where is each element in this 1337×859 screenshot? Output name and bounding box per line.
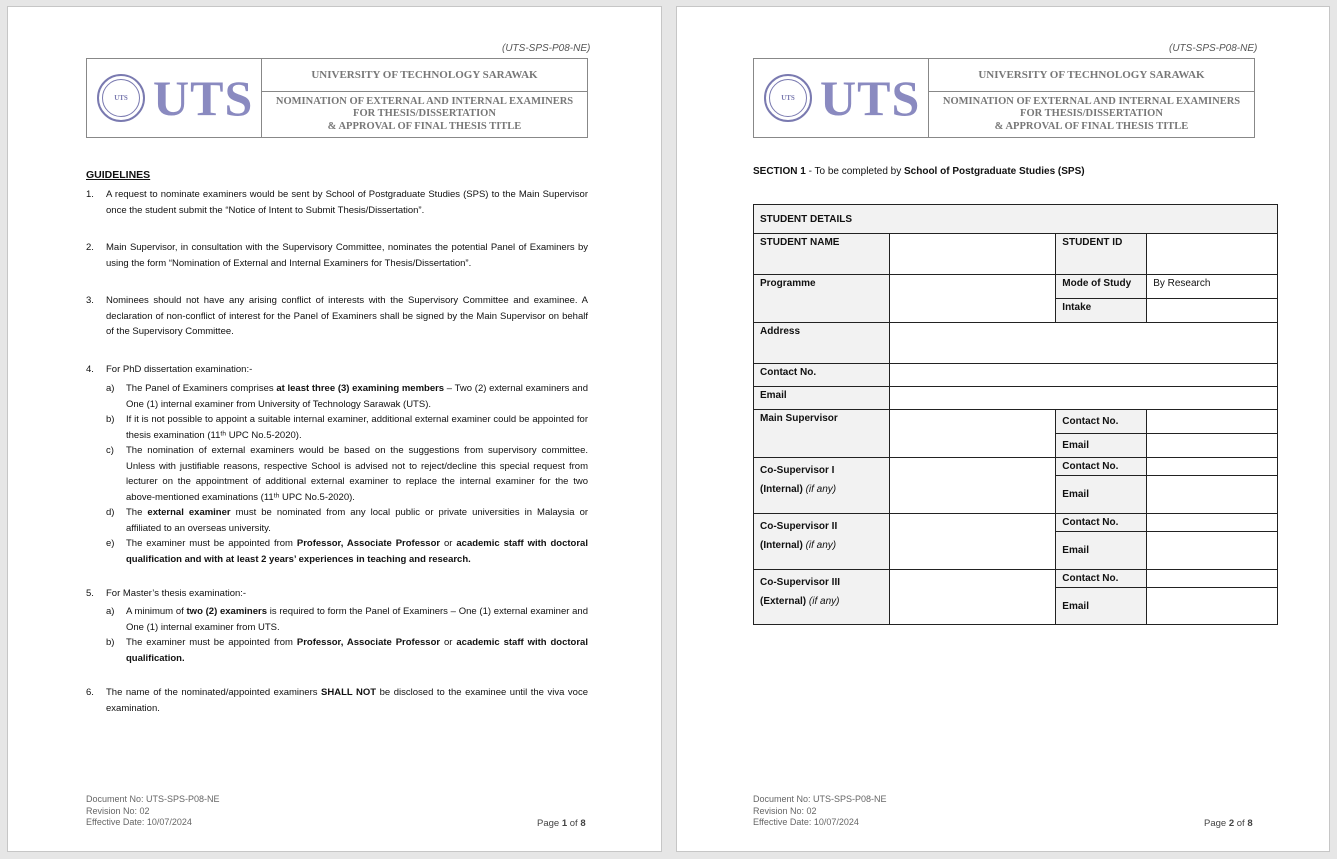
form-title: NOMINATION OF EXTERNAL AND INTERNAL EXAMINERS FOR THESIS/DISSERTATION & APPROVAL OF FINAL THESIS TITLE	[942, 95, 1241, 132]
guideline-subitem: b) The examiner must be appointed from Professor, Associate Professor or academic staff with doctoral qualification.	[106, 637, 588, 664]
address-label: Address	[754, 323, 890, 364]
programme-label: Programme	[754, 275, 890, 323]
student-id-label: STUDENT ID	[1056, 234, 1147, 275]
guideline-item: 2. Main Supervisor, in consultation with the Supervisory Committee, nominates the potential Panel of Examiners by using the form “Nomination of External and Internal Examiners for Thesis/Dissertation”.	[86, 242, 588, 269]
document-page-2	[676, 6, 1330, 852]
logo-wordmark: UTS	[820, 70, 921, 126]
co-supervisor-3-contact-field[interactable]	[1147, 570, 1278, 588]
email-field[interactable]	[889, 387, 1277, 410]
uts-logo	[87, 59, 262, 137]
co-supervisor-3-email-label: Email	[1056, 588, 1147, 625]
student-name-field[interactable]	[889, 234, 1056, 275]
guideline-subitem: c) The nomination of external examiners would be based on the suggestions from supervisory committee. Unless with justifiable reasons, respective School is advised not to reject/decline this special request from lecturer on the appointment of additional external examiner to replace the internal examiner for the two above-mentioned examinations (11ᵗʰ UPC No.5-2020).	[106, 445, 588, 503]
document-footer: Document No: UTS-SPS-P08-NE Revision No: 02 Effective Date: 10/07/2024	[86, 794, 220, 827]
co-supervisor-2-contact-field[interactable]	[1147, 514, 1278, 532]
document-code: (UTS-SPS-P08-NE)	[1169, 43, 1258, 54]
mode-of-study-value[interactable]: By Research	[1147, 275, 1278, 299]
co-supervisor-2-contact-label: Contact No.	[1056, 514, 1147, 532]
document-code: (UTS-SPS-P08-NE)	[502, 43, 591, 54]
co-supervisor-2-label: Co-Supervisor II (Internal) (if any)	[754, 514, 890, 570]
guideline-item: 5. For Master’s thesis examination:-	[86, 588, 247, 599]
guideline-item: 3. Nominees should not have any arising conflict of interests with the Supervisory Committee and examinee. A declaration of non-conflict of interest for the Panel of Examiners shall be signed by the Main Supervisor on behalf of the Supervisory Committee.	[86, 295, 588, 337]
university-seal-icon: UTS	[764, 74, 812, 122]
co-supervisor-3-email-field[interactable]	[1147, 588, 1278, 625]
student-id-field[interactable]	[1147, 234, 1278, 275]
logo-wordmark: UTS	[153, 70, 254, 126]
intake-label: Intake	[1056, 299, 1147, 323]
co-supervisor-2-field[interactable]	[889, 514, 1056, 570]
main-supervisor-label: Main Supervisor	[754, 410, 890, 458]
co-supervisor-1-field[interactable]	[889, 458, 1056, 514]
address-field[interactable]	[889, 323, 1277, 364]
page-number: Page 2 of 8	[1204, 818, 1253, 829]
student-name-label: STUDENT NAME	[754, 234, 890, 275]
co-supervisor-3-contact-label: Contact No.	[1056, 570, 1147, 588]
university-name: UNIVERSITY OF TECHNOLOGY SARAWAK	[262, 59, 587, 92]
form-title: NOMINATION OF EXTERNAL AND INTERNAL EXAMINERS FOR THESIS/DISSERTATION & APPROVAL OF FINAL THESIS TITLE	[275, 95, 574, 132]
guidelines-heading: GUIDELINES	[86, 169, 151, 181]
guideline-subitem: a) The Panel of Examiners comprises at least three (3) examining members – Two (2) external examiners and One (1) internal examiner from University of Technology Sarawak (UTS).	[106, 383, 589, 410]
guideline-subitem: b) If it is not possible to appoint a suitable internal examiner, additional external examiner could be appointed for thesis examination (11ᵗʰ UPC No.5-2020).	[106, 414, 588, 441]
co-supervisor-1-contact-label: Contact No.	[1056, 458, 1147, 476]
co-supervisor-2-email-field[interactable]	[1147, 532, 1278, 570]
co-supervisor-3-field[interactable]	[889, 570, 1056, 625]
guideline-item: 1. A request to nominate examiners would be sent by School of Postgraduate Studies (SPS) to the Main Supervisor once the student submit the “Notice of Intent to Submit Thesis/Dissertation”.	[86, 189, 588, 216]
document-page-1	[7, 6, 662, 852]
guideline-subitem: e) The examiner must be appointed from Professor, Associate Professor or academic staff with doctoral qualification and with at least 2 years’ experiences in teaching and research.	[106, 538, 588, 565]
co-supervisor-1-contact-field[interactable]	[1147, 458, 1278, 476]
form-header	[753, 58, 1255, 138]
main-supervisor-contact-field[interactable]	[1147, 410, 1278, 434]
contact-no-label: Contact No.	[754, 364, 890, 387]
co-supervisor-1-email-field[interactable]	[1147, 476, 1278, 514]
email-label: Email	[754, 387, 890, 410]
co-supervisor-1-email-label: Email	[1056, 476, 1147, 514]
co-supervisor-3-label: Co-Supervisor III (External) (if any)	[754, 570, 890, 625]
guideline-subitem: d) The external examiner must be nominated from any local public or private universities in Malaysia or affiliated to an overseas university.	[106, 507, 589, 534]
mode-of-study-label: Mode of Study	[1056, 275, 1147, 299]
main-supervisor-field[interactable]	[889, 410, 1056, 458]
intake-field[interactable]	[1147, 299, 1278, 323]
university-seal-icon: UTS	[97, 74, 145, 122]
page-number: Page 1 of 8	[537, 818, 586, 829]
section-heading: SECTION 1 - To be completed by School of Postgraduate Studies (SPS)	[753, 166, 1085, 177]
programme-field[interactable]	[889, 275, 1056, 323]
contact-no-field[interactable]	[889, 364, 1277, 387]
main-supervisor-email-label: Email	[1056, 434, 1147, 458]
main-supervisor-contact-label: Contact No.	[1056, 410, 1147, 434]
uts-logo	[754, 59, 929, 137]
co-supervisor-2-email-label: Email	[1056, 532, 1147, 570]
form-header	[86, 58, 588, 138]
document-footer: Document No: UTS-SPS-P08-NE Revision No: 02 Effective Date: 10/07/2024	[753, 794, 887, 827]
table-title: STUDENT DETAILS	[754, 205, 1278, 234]
guideline-item: 6. The name of the nominated/appointed examiners SHALL NOT be disclosed to the examinee until the viva voce examination.	[86, 687, 588, 714]
main-supervisor-email-field[interactable]	[1147, 434, 1278, 458]
guideline-item: 4. For PhD dissertation examination:-	[86, 364, 253, 375]
guideline-subitem: a) A minimum of two (2) examiners is required to form the Panel of Examiners – One (1) external examiner and One (1) internal examiner from UTS.	[106, 606, 589, 633]
co-supervisor-1-label: Co-Supervisor I (Internal) (if any)	[754, 458, 890, 514]
university-name: UNIVERSITY OF TECHNOLOGY SARAWAK	[929, 59, 1254, 92]
student-details-table	[753, 204, 1278, 625]
